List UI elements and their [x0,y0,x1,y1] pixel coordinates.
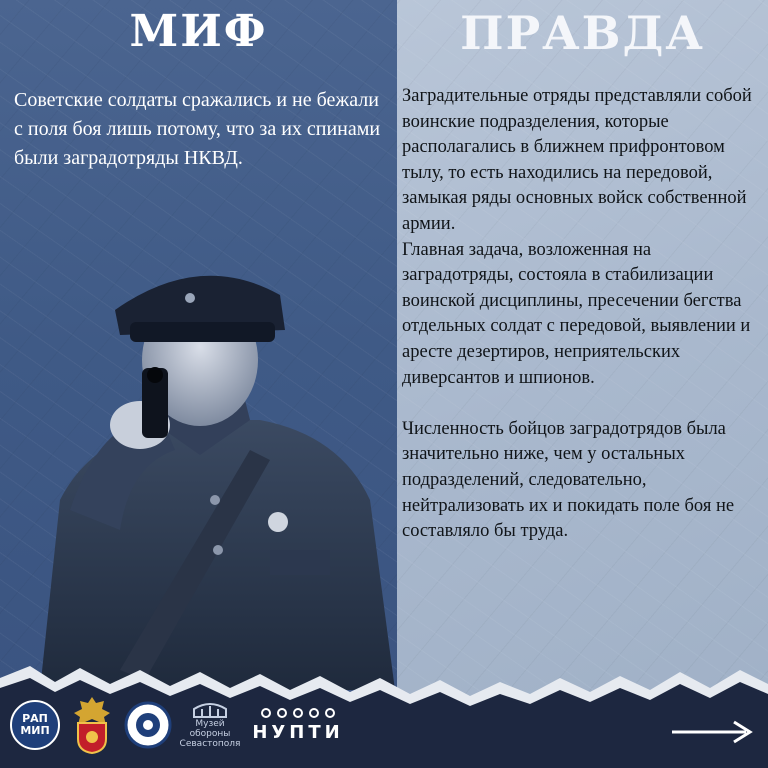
truth-text: Заградительные отряды представляли собой воинские подразделения, которые располагались в ближнем прифронтовом тылу, то есть находились на передовой, замыкая ряды основных войск собственной армии. Главная задача, возложенная на заградотряды, состояла в стабилизации воинской дисциплины, пресечении бегства отдельных солдат с передовой, выявлении и аресте дезертиров, неприятельских диверсантов и шпионов. Численность бойцов заградотрядов была значительно ниже, чем у остальных подразделений, следовательно, нейтрализовать их и покидать поле боя не составляло бы труда. [402,86,752,542]
myth-title: МИФ [129,6,268,57]
arrow-right-icon[interactable] [670,718,754,746]
museum-logo: Музей обороны Севастополя [182,695,238,755]
partner-logos [10,690,348,760]
rap-mip-logo: РАП МИП [10,700,60,750]
museum-building-icon [190,701,230,719]
soldier-photo [0,250,400,690]
university-seal-icon [124,701,172,749]
truth-title: ПРАВДА [460,6,705,60]
nupti-logo: НУПТИ [248,705,348,745]
police-crest-icon [70,695,114,755]
myth-text: Советские солдаты сражались и не бежали с поля боя лишь потому, что за их спинами были заградотряды НКВД. [14,89,381,169]
nupti-dots-icon [261,708,335,718]
